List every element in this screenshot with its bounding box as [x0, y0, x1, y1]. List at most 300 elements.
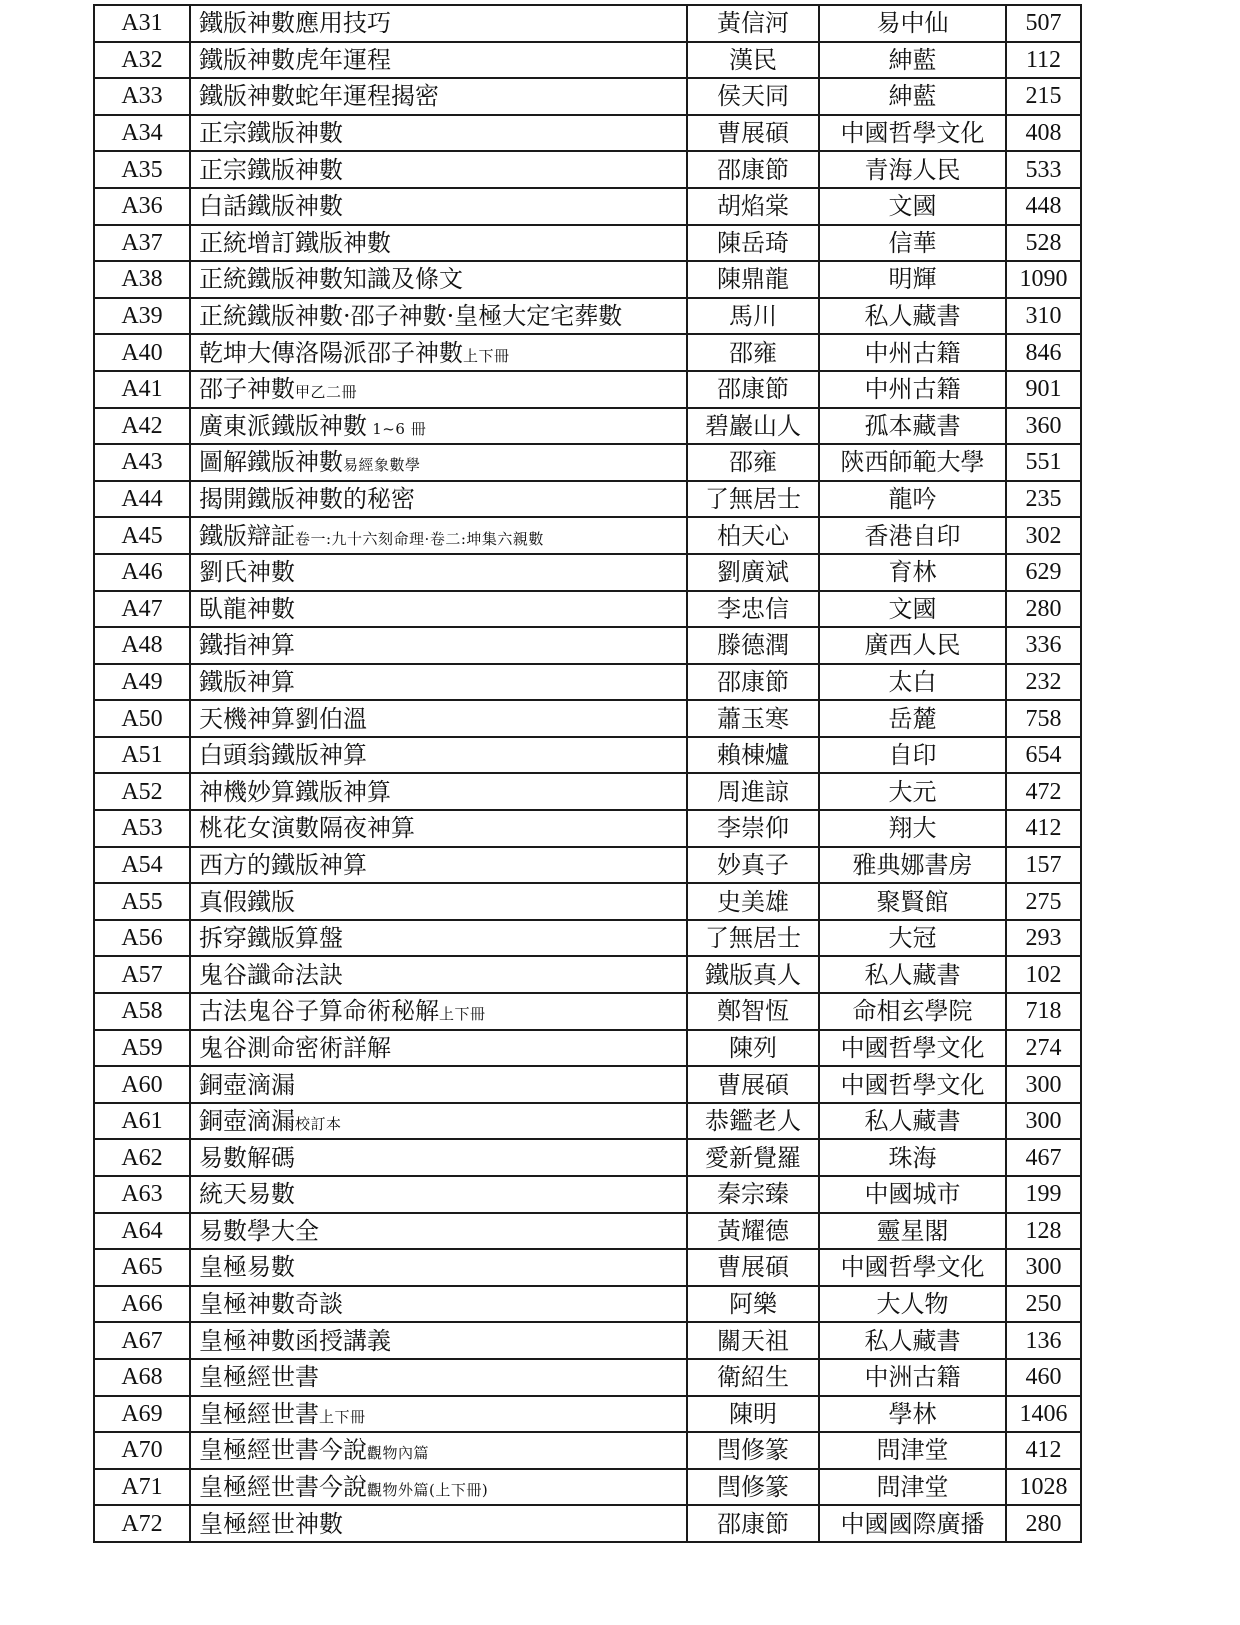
book-code-cell: A45: [94, 517, 190, 554]
book-title-cell: [190, 298, 687, 335]
book-title: 皇極易數: [199, 1253, 295, 1282]
book-publisher-cell: 明輝: [819, 261, 1006, 298]
book-pages-cell: 199: [1006, 1176, 1081, 1213]
book-publisher-cell: 中國城市: [819, 1176, 1006, 1213]
book-title: 皇極神數奇談: [199, 1290, 343, 1319]
book-code-cell: A41: [94, 371, 190, 408]
table-row: [94, 115, 1081, 152]
book-pages-cell: 448: [1006, 188, 1081, 225]
book-title: 易數解碼: [199, 1143, 295, 1172]
book-title-cell: [190, 1030, 687, 1067]
book-title: 鬼谷讖命法訣: [199, 960, 343, 989]
book-author-cell: 賴棟爐: [687, 737, 819, 774]
book-author-cell: 關天祖: [687, 1322, 819, 1359]
table-row: [94, 1286, 1081, 1323]
table-row: [94, 773, 1081, 810]
book-author-cell: 黃耀德: [687, 1213, 819, 1250]
book-author-cell: 閆修篆: [687, 1432, 819, 1469]
book-code-cell: A49: [94, 664, 190, 701]
book-publisher-cell: 信華: [819, 225, 1006, 262]
book-title: 鐵版神數蛇年運程揭密: [199, 82, 439, 111]
book-pages-cell: 758: [1006, 700, 1081, 737]
book-author-cell: 黃信河: [687, 5, 819, 42]
book-list-table: [93, 4, 1082, 1543]
book-code-cell: A54: [94, 847, 190, 884]
book-title-cell: [190, 481, 687, 518]
book-publisher-cell: 文國: [819, 188, 1006, 225]
book-pages-cell: 846: [1006, 334, 1081, 371]
book-title: 正宗鐵版神數: [199, 119, 343, 148]
book-title-note: 易經象數學: [343, 456, 421, 475]
book-title: 易數學大全: [199, 1216, 319, 1245]
table-row: [94, 188, 1081, 225]
book-publisher-cell: 私人藏書: [819, 298, 1006, 335]
book-publisher-cell: 自印: [819, 737, 1006, 774]
book-publisher-cell: 廣西人民: [819, 627, 1006, 664]
book-author-cell: 邵康節: [687, 151, 819, 188]
book-code-cell: A65: [94, 1249, 190, 1286]
table-row: [94, 1396, 1081, 1433]
table-row: [94, 1432, 1081, 1469]
book-author-cell: 陳明: [687, 1396, 819, 1433]
book-title: 揭開鐵版神數的秘密: [199, 485, 415, 514]
book-title-cell: [190, 1066, 687, 1103]
table-row: [94, 1249, 1081, 1286]
book-author-cell: 馬川: [687, 298, 819, 335]
book-title-cell: [190, 993, 687, 1030]
book-pages-cell: 528: [1006, 225, 1081, 262]
book-code-cell: A58: [94, 993, 190, 1030]
table-row: [94, 737, 1081, 774]
book-publisher-cell: 私人藏書: [819, 956, 1006, 993]
table-row: [94, 1030, 1081, 1067]
book-author-cell: 李崇仰: [687, 810, 819, 847]
book-author-cell: 史美雄: [687, 883, 819, 920]
book-pages-cell: 157: [1006, 847, 1081, 884]
table-row: [94, 883, 1081, 920]
book-publisher-cell: 問津堂: [819, 1469, 1006, 1506]
book-pages-cell: 300: [1006, 1249, 1081, 1286]
book-code-cell: A33: [94, 78, 190, 115]
book-code-cell: A62: [94, 1139, 190, 1176]
book-code-cell: A36: [94, 188, 190, 225]
book-publisher-cell: 私人藏書: [819, 1322, 1006, 1359]
book-author-cell: 滕德潤: [687, 627, 819, 664]
book-title-cell: [190, 920, 687, 957]
book-code-cell: A63: [94, 1176, 190, 1213]
table-row: [94, 627, 1081, 664]
book-title: 鐵指神算: [199, 631, 295, 660]
book-pages-cell: 232: [1006, 664, 1081, 701]
book-title-cell: [190, 1213, 687, 1250]
book-author-cell: 鄭智恆: [687, 993, 819, 1030]
book-publisher-cell: 私人藏書: [819, 1103, 1006, 1140]
table-row: [94, 1322, 1081, 1359]
book-publisher-cell: 中州古籍: [819, 371, 1006, 408]
book-author-cell: 邵康節: [687, 664, 819, 701]
book-pages-cell: 136: [1006, 1322, 1081, 1359]
book-title-note: 甲乙二冊: [295, 383, 358, 402]
book-publisher-cell: 命相玄學院: [819, 993, 1006, 1030]
book-title-cell: [190, 151, 687, 188]
table-row: [94, 481, 1081, 518]
book-title-cell: [190, 773, 687, 810]
book-title-cell: [190, 1505, 687, 1542]
table-row: [94, 1505, 1081, 1542]
book-title: 拆穿鐵版算盤: [199, 924, 343, 953]
book-author-cell: 曹展碩: [687, 1249, 819, 1286]
book-title-cell: [190, 517, 687, 554]
book-author-cell: 阿樂: [687, 1286, 819, 1323]
book-publisher-cell: 雅典娜書房: [819, 847, 1006, 884]
book-pages-cell: 467: [1006, 1139, 1081, 1176]
book-code-cell: A53: [94, 810, 190, 847]
table-row: [94, 700, 1081, 737]
table-row: [94, 1359, 1081, 1396]
table-row: [94, 5, 1081, 42]
book-code-cell: A64: [94, 1213, 190, 1250]
book-pages-cell: 412: [1006, 810, 1081, 847]
table-row: [94, 664, 1081, 701]
book-title: 圖解鐵版神數: [199, 448, 343, 477]
book-title: 銅壺滴漏: [199, 1107, 295, 1136]
table-row: [94, 591, 1081, 628]
book-title: 劉氏神數: [199, 558, 295, 587]
book-title: 白頭翁鐵版神算: [199, 741, 367, 770]
book-title: 皇極神數函授講義: [199, 1326, 391, 1355]
book-title: 正統鐵版神數·邵子神數·皇極大定宅葬數: [199, 302, 623, 331]
table-row: [94, 225, 1081, 262]
book-pages-cell: 1028: [1006, 1469, 1081, 1506]
book-title: 廣東派鐵版神數: [199, 411, 367, 440]
table-row: [94, 1103, 1081, 1140]
book-title-cell: [190, 883, 687, 920]
table-row: [94, 261, 1081, 298]
book-publisher-cell: 中國哲學文化: [819, 1066, 1006, 1103]
book-code-cell: A52: [94, 773, 190, 810]
book-title-cell: [190, 5, 687, 42]
table-row: [94, 1176, 1081, 1213]
book-title: 西方的鐵版神算: [199, 850, 367, 879]
book-code-cell: A50: [94, 700, 190, 737]
book-publisher-cell: 中國哲學文化: [819, 1249, 1006, 1286]
book-code-cell: A69: [94, 1396, 190, 1433]
book-publisher-cell: 陝西師範大學: [819, 444, 1006, 481]
book-code-cell: A47: [94, 591, 190, 628]
book-title: 乾坤大傳洛陽派邵子神數: [199, 338, 463, 367]
book-title: 鬼谷測命密術詳解: [199, 1033, 391, 1062]
book-title-note: 校訂本: [295, 1115, 342, 1134]
book-title: 銅壺滴漏: [199, 1070, 295, 1099]
book-code-cell: A72: [94, 1505, 190, 1542]
book-title-cell: [190, 1176, 687, 1213]
book-author-cell: 周進諒: [687, 773, 819, 810]
book-pages-cell: 250: [1006, 1286, 1081, 1323]
book-pages-cell: 551: [1006, 444, 1081, 481]
book-pages-cell: 300: [1006, 1066, 1081, 1103]
book-author-cell: 曹展碩: [687, 115, 819, 152]
table-row: [94, 810, 1081, 847]
book-title-cell: [190, 737, 687, 774]
book-title-cell: [190, 1432, 687, 1469]
book-pages-cell: 310: [1006, 298, 1081, 335]
book-code-cell: A37: [94, 225, 190, 262]
book-publisher-cell: 育林: [819, 554, 1006, 591]
table-row: [94, 517, 1081, 554]
book-publisher-cell: 問津堂: [819, 1432, 1006, 1469]
book-title-cell: [190, 225, 687, 262]
book-title: 臥龍神數: [199, 594, 295, 623]
book-pages-cell: 718: [1006, 993, 1081, 1030]
book-code-cell: A32: [94, 42, 190, 79]
book-publisher-cell: 大人物: [819, 1286, 1006, 1323]
book-author-cell: 侯天同: [687, 78, 819, 115]
book-title-cell: [190, 1359, 687, 1396]
book-title-cell: [190, 408, 687, 445]
book-pages-cell: 274: [1006, 1030, 1081, 1067]
book-title-cell: [190, 334, 687, 371]
book-pages-cell: 460: [1006, 1359, 1081, 1396]
book-title: 古法鬼谷子算命術秘解: [199, 997, 439, 1026]
book-title: 真假鐵版: [199, 887, 295, 916]
book-pages-cell: 1090: [1006, 261, 1081, 298]
book-author-cell: 秦宗臻: [687, 1176, 819, 1213]
book-pages-cell: 412: [1006, 1432, 1081, 1469]
table-row: [94, 371, 1081, 408]
book-author-cell: 了無居士: [687, 920, 819, 957]
book-author-cell: 柏天心: [687, 517, 819, 554]
book-pages-cell: 654: [1006, 737, 1081, 774]
book-title: 正統鐵版神數知識及條文: [199, 265, 463, 294]
book-title: 正統增訂鐵版神數: [199, 228, 391, 257]
book-author-cell: 陳岳琦: [687, 225, 819, 262]
book-publisher-cell: 中國哲學文化: [819, 1030, 1006, 1067]
book-title: 鐵版神數虎年運程: [199, 45, 391, 74]
book-publisher-cell: 文國: [819, 591, 1006, 628]
book-title: 桃花女演數隔夜神算: [199, 814, 415, 843]
book-title: 邵子神數: [199, 375, 295, 404]
book-author-cell: 陳列: [687, 1030, 819, 1067]
book-title-cell: [190, 1249, 687, 1286]
book-pages-cell: 102: [1006, 956, 1081, 993]
book-title-cell: [190, 78, 687, 115]
book-code-cell: A61: [94, 1103, 190, 1140]
book-title-cell: [190, 700, 687, 737]
book-title: 皇極經世書: [199, 1363, 319, 1392]
book-author-cell: 蕭玉寒: [687, 700, 819, 737]
book-pages-cell: 293: [1006, 920, 1081, 957]
book-title-cell: [190, 1322, 687, 1359]
book-publisher-cell: 珠海: [819, 1139, 1006, 1176]
table-row: [94, 993, 1081, 1030]
table-row: [94, 151, 1081, 188]
book-publisher-cell: 中國國際廣播: [819, 1505, 1006, 1542]
book-author-cell: 邵雍: [687, 444, 819, 481]
book-pages-cell: 1406: [1006, 1396, 1081, 1433]
book-author-cell: 邵康節: [687, 1505, 819, 1542]
table-row: [94, 554, 1081, 591]
book-title-cell: [190, 42, 687, 79]
table-row: [94, 956, 1081, 993]
book-code-cell: A44: [94, 481, 190, 518]
book-title-cell: [190, 664, 687, 701]
book-author-cell: 邵康節: [687, 371, 819, 408]
book-author-cell: 李忠信: [687, 591, 819, 628]
book-publisher-cell: 青海人民: [819, 151, 1006, 188]
book-title: 皇極經世書今說: [199, 1436, 367, 1465]
book-author-cell: 曹展碩: [687, 1066, 819, 1103]
book-title-note: 上下冊: [319, 1407, 366, 1426]
book-code-cell: A43: [94, 444, 190, 481]
table-row: [94, 1469, 1081, 1506]
book-publisher-cell: 紳藍: [819, 42, 1006, 79]
book-code-cell: A71: [94, 1469, 190, 1506]
book-title: 鐵版神算: [199, 667, 295, 696]
book-code-cell: A42: [94, 408, 190, 445]
book-publisher-cell: 紳藍: [819, 78, 1006, 115]
book-author-cell: 碧巖山人: [687, 408, 819, 445]
book-title-cell: [190, 1396, 687, 1433]
book-title: 皇極經世書: [199, 1399, 319, 1428]
book-title-note: 上下冊: [439, 1005, 486, 1024]
book-publisher-cell: 大冠: [819, 920, 1006, 957]
book-author-cell: 愛新覺羅: [687, 1139, 819, 1176]
book-code-cell: A40: [94, 334, 190, 371]
book-code-cell: A48: [94, 627, 190, 664]
book-code-cell: A35: [94, 151, 190, 188]
book-code-cell: A68: [94, 1359, 190, 1396]
book-title-cell: [190, 554, 687, 591]
book-code-cell: A38: [94, 261, 190, 298]
book-author-cell: 閆修篆: [687, 1469, 819, 1506]
book-pages-cell: 235: [1006, 481, 1081, 518]
book-title: 統天易數: [199, 1180, 295, 1209]
book-pages-cell: 112: [1006, 42, 1081, 79]
table-row: [94, 334, 1081, 371]
book-publisher-cell: 翔大: [819, 810, 1006, 847]
table-row: [94, 42, 1081, 79]
book-publisher-cell: 太白: [819, 664, 1006, 701]
book-author-cell: 劉廣斌: [687, 554, 819, 591]
book-title-cell: [190, 1103, 687, 1140]
table-body: [94, 5, 1081, 1542]
book-pages-cell: 472: [1006, 773, 1081, 810]
book-title: 白話鐵版神數: [199, 192, 343, 221]
book-publisher-cell: 大元: [819, 773, 1006, 810]
book-title-cell: [190, 261, 687, 298]
book-code-cell: A56: [94, 920, 190, 957]
book-title: 神機妙算鐵版神算: [199, 777, 391, 806]
table-row: [94, 444, 1081, 481]
book-code-cell: A57: [94, 956, 190, 993]
book-publisher-cell: 中國哲學文化: [819, 115, 1006, 152]
book-author-cell: 了無居士: [687, 481, 819, 518]
book-pages-cell: 629: [1006, 554, 1081, 591]
book-author-cell: 衛紹生: [687, 1359, 819, 1396]
book-publisher-cell: 易中仙: [819, 5, 1006, 42]
book-code-cell: A51: [94, 737, 190, 774]
book-publisher-cell: 香港自印: [819, 517, 1006, 554]
book-pages-cell: 300: [1006, 1103, 1081, 1140]
book-title-note: 上下冊: [463, 346, 510, 365]
book-pages-cell: 215: [1006, 78, 1081, 115]
book-pages-cell: 302: [1006, 517, 1081, 554]
book-title: 正宗鐵版神數: [199, 155, 343, 184]
book-publisher-cell: 龍吟: [819, 481, 1006, 518]
book-author-cell: 胡焰棠: [687, 188, 819, 225]
book-author-cell: 恭鑑老人: [687, 1103, 819, 1140]
table-row: [94, 408, 1081, 445]
book-author-cell: 邵雍: [687, 334, 819, 371]
book-publisher-cell: 中洲古籍: [819, 1359, 1006, 1396]
book-code-cell: A60: [94, 1066, 190, 1103]
book-title-cell: [190, 627, 687, 664]
book-title-cell: [190, 1139, 687, 1176]
book-pages-cell: 507: [1006, 5, 1081, 42]
book-code-cell: A59: [94, 1030, 190, 1067]
book-code-cell: A67: [94, 1322, 190, 1359]
book-pages-cell: 533: [1006, 151, 1081, 188]
book-title: 皇極經世神數: [199, 1509, 343, 1538]
book-pages-cell: 280: [1006, 591, 1081, 628]
book-pages-cell: 275: [1006, 883, 1081, 920]
book-code-cell: A31: [94, 5, 190, 42]
book-publisher-cell: 靈星閣: [819, 1213, 1006, 1250]
book-title-note: 卷一:九十六刻命理·卷二:坤集六親數: [295, 529, 544, 548]
book-code-cell: A34: [94, 115, 190, 152]
book-title-cell: [190, 1469, 687, 1506]
book-title: 鐵版神數應用技巧: [199, 9, 391, 38]
table-row: [94, 1066, 1081, 1103]
book-title-cell: [190, 956, 687, 993]
book-title-cell: [190, 847, 687, 884]
book-publisher-cell: 孤本藏書: [819, 408, 1006, 445]
book-pages-cell: 280: [1006, 1505, 1081, 1542]
book-pages-cell: 128: [1006, 1213, 1081, 1250]
book-code-cell: A46: [94, 554, 190, 591]
book-title-cell: [190, 371, 687, 408]
book-title-cell: [190, 591, 687, 628]
book-pages-cell: 360: [1006, 408, 1081, 445]
book-title: 鐵版辯証: [199, 521, 295, 550]
table-row: [94, 1139, 1081, 1176]
table-row: [94, 847, 1081, 884]
book-code-cell: A39: [94, 298, 190, 335]
book-title-note: 觀物內篇: [367, 1444, 430, 1463]
book-code-cell: A66: [94, 1286, 190, 1323]
book-code-cell: A70: [94, 1432, 190, 1469]
table-row: [94, 920, 1081, 957]
book-publisher-cell: 聚賢館: [819, 883, 1006, 920]
book-title-cell: [190, 1286, 687, 1323]
book-pages-cell: 408: [1006, 115, 1081, 152]
book-author-cell: 妙真子: [687, 847, 819, 884]
book-title-cell: [190, 115, 687, 152]
book-publisher-cell: 學林: [819, 1396, 1006, 1433]
book-title-cell: [190, 810, 687, 847]
book-title: 天機神算劉伯溫: [199, 704, 367, 733]
book-author-cell: 漢民: [687, 42, 819, 79]
book-title-note: 觀物外篇(上下冊): [367, 1481, 489, 1500]
book-pages-cell: 901: [1006, 371, 1081, 408]
book-title-note: 1~6 冊: [367, 419, 427, 438]
book-publisher-cell: 岳麓: [819, 700, 1006, 737]
table-row: [94, 78, 1081, 115]
book-title-cell: [190, 444, 687, 481]
book-code-cell: A55: [94, 883, 190, 920]
table-row: [94, 298, 1081, 335]
book-pages-cell: 336: [1006, 627, 1081, 664]
